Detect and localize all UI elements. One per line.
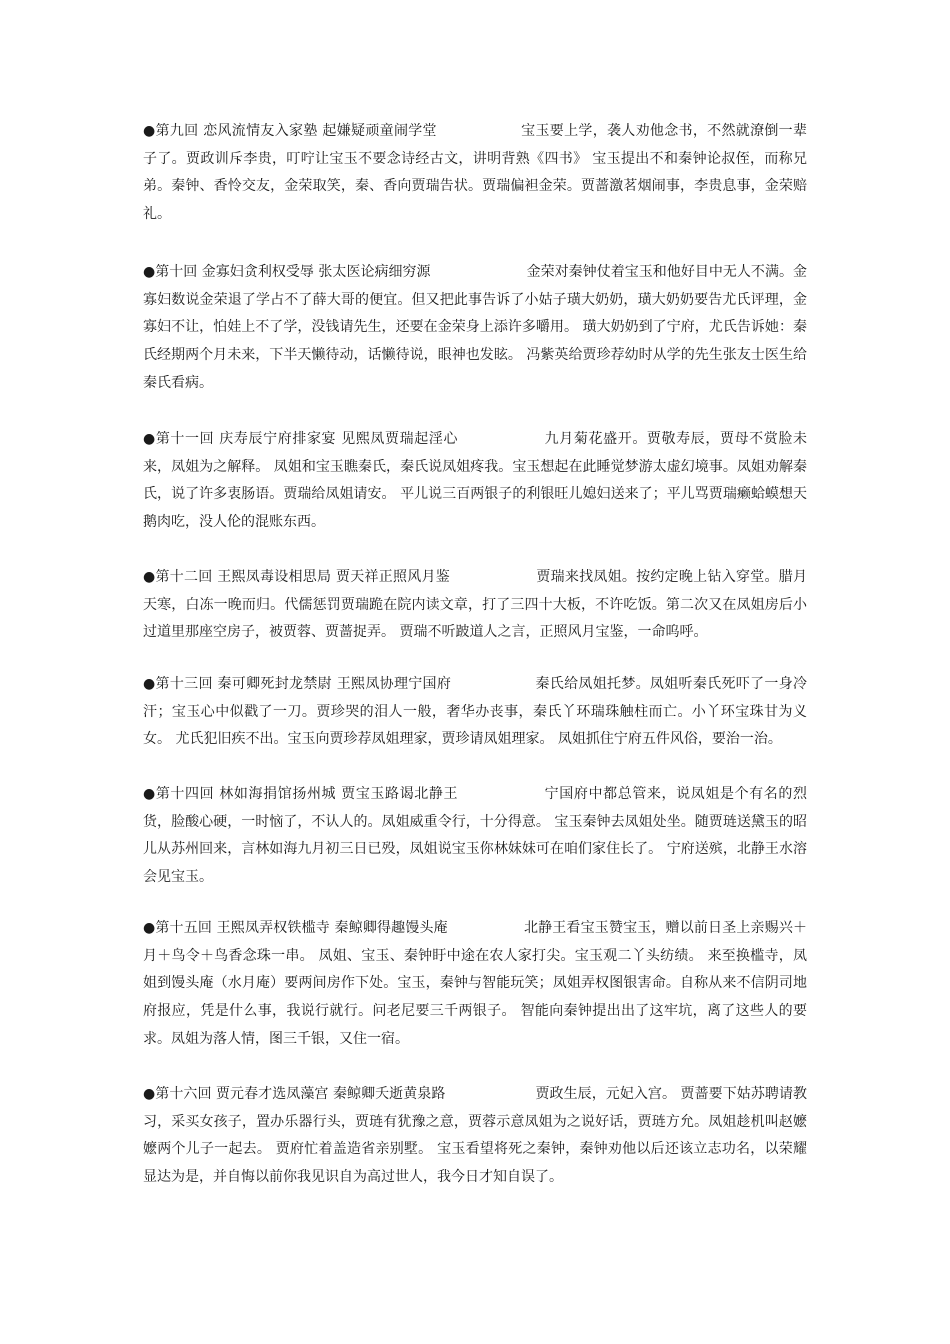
document-body bbox=[143, 118, 807, 1186]
chapter-summary: 贾瑞来找凤姐。按约定晚上钻入穿堂。腊月天寒，白冻一晚而归。代儒惩罚贾瑞跪在院内读文章，打了三四十大板，不许吃饭。第二次又在凤姐房后小过道里那座空房子，被贾蓉、贾蔷捉弄。 贾瑞不听跛道人之言，正照风月宝鉴，一命呜呼。 bbox=[143, 569, 807, 641]
chapter-title: ●第十六回 贾元春才选凤藻宫 秦鲸卿夭逝黄泉路 bbox=[143, 1086, 446, 1102]
chapter-entry-14 bbox=[143, 781, 807, 892]
chapter-summary: 宝玉要上学，袭人劝他念书，不然就潦倒一辈子了。贾政训斥李贵，叮咛让宝玉不要念诗经古文，讲明背熟《四书》 宝玉提出不和秦钟论叔侄，而称兄弟。秦钟、香怜交友，金荣取笑，秦、香向贾瑞告状。贾瑞偏袒金荣。贾蔷激茗烟闹事，李贵息事，金荣赔礼。 bbox=[143, 123, 807, 223]
chapter-title: ●第九回 恋风流情友入家塾 起嫌疑顽童闹学堂 bbox=[143, 123, 437, 139]
chapter-entry-15 bbox=[143, 915, 807, 1054]
chapter-title: ●第十五回 王熙凤弄权铁槛寺 秦鲸卿得趣馒头庵 bbox=[143, 920, 448, 936]
chapter-entry-12 bbox=[143, 564, 807, 647]
chapter-title: ●第十四回 林如海捐馆扬州城 贾宝玉路谒北静王 bbox=[143, 786, 459, 802]
chapter-title: ●第十回 金寡妇贪利权受辱 张太医论病细穷源 bbox=[143, 264, 431, 280]
chapter-title: ●第十一回 庆寿辰宁府排家宴 见熙凤贾瑞起淫心 bbox=[143, 431, 459, 447]
chapter-entry-11 bbox=[143, 426, 807, 537]
chapter-entry-13 bbox=[143, 671, 807, 754]
chapter-summary: 秦氏给凤姐托梦。凤姐听秦氏死吓了一身冷汗；宝玉心中似戳了一刀。贾珍哭的泪人一般，奢华办丧事，秦氏丫环瑞珠触柱而亡。小丫环宝珠甘为义女。 尤氏犯旧疾不出。宝玉向贾珍荐凤姐理家，贾珍请凤姐理家。 凤姐抓住宁府五件风俗，要治一治。 bbox=[143, 676, 807, 748]
chapter-summary: 贾政生辰，元妃入宫。 贾蔷要下姑苏聘请教习，采买女孩子，置办乐器行头，贾琏有犹豫之意，贾蓉示意凤姐为之说好话，贾琏方允。凤姐趁机叫赵嬷嬷两个儿子一起去。 贾府忙着盖造省亲别墅。 宝玉看望将死之秦钟，秦钟劝他以后还该立志功名，以荣耀显达为是，并自悔以前你我见识自为高过世人，我今日才知自误了。 bbox=[143, 1086, 807, 1186]
chapter-summary: 北静王看宝玉赞宝玉，赠以前日圣上亲赐兴＋月＋鸟令＋鸟香念珠一串。 凤姐、宝玉、秦钟盱中途在农人家打尖。宝玉观二丫头纺绩。 来至换槛寺，凤姐到馒头庵（水月庵）要两间房作下处。宝玉，秦钟与智能玩笑；凤姐弄权图银害命。自称从来不信阴司地府报应，凭是什么事，我说行就行。问老尼要三千两银子。 智能向秦钟提出出了这牢坑，离了这些人的要求。凤姐为落人情，图三千银，又住一宿。 bbox=[143, 920, 807, 1047]
chapter-entry-16 bbox=[143, 1081, 807, 1192]
chapter-entry-9 bbox=[143, 118, 807, 229]
chapter-entry-10 bbox=[143, 259, 807, 398]
chapter-summary: 九月菊花盛开。贾敬寿辰，贾母不赏脸未来，凤姐为之解释。 凤姐和宝玉瞧秦氏，秦氏说凤姐疼我。宝玉想起在此睡觉梦游太虚幻境事。凤姐劝解秦氏，说了许多衷肠语。贾瑞给凤姐请安。 平儿说三百两银子的利银旺儿媳妇送来了；平儿骂贾瑞癞蛤蟆想天鹅肉吃，没人伦的混账东西。 bbox=[143, 431, 807, 531]
chapter-summary: 宁国府中都总管来，说凤姐是个有名的烈货，脸酸心硬，一时恼了，不认人的。凤姐威重令行，十分得意。 宝玉秦钟去凤姐处坐。随贾琏送黛玉的昭儿从苏州回来，言林如海九月初三日已殁，凤姐说宝玉你林妹妹可在咱们家住长了。 宁府送殡，北静王水溶会见宝玉。 bbox=[143, 786, 807, 886]
chapter-title: ●第十二回 王熙凤毒设相思局 贾天祥正照风月鉴 bbox=[143, 569, 451, 585]
chapter-summary: 金荣对秦钟仗着宝玉和他好目中无人不满。金寡妇数说金荣退了学占不了薛大哥的便宜。但又把此事告诉了小姑子璜大奶奶，璜大奶奶要告尤氏评理，金寡妇不让，怕娃上不了学，没钱请先生，还要在金荣身上添许多嚼用。 璜大奶奶到了宁府，尤氏告诉她：秦氏经期两个月未来，下半天懒待动，话懒待说，眼神也发眩。 冯紫英给贾珍荐幼时从学的先生张友士医生给秦氏看病。 bbox=[143, 264, 807, 391]
chapter-title: ●第十三回 秦可卿死封龙禁尉 王熙凤协理宁国府 bbox=[143, 676, 452, 692]
